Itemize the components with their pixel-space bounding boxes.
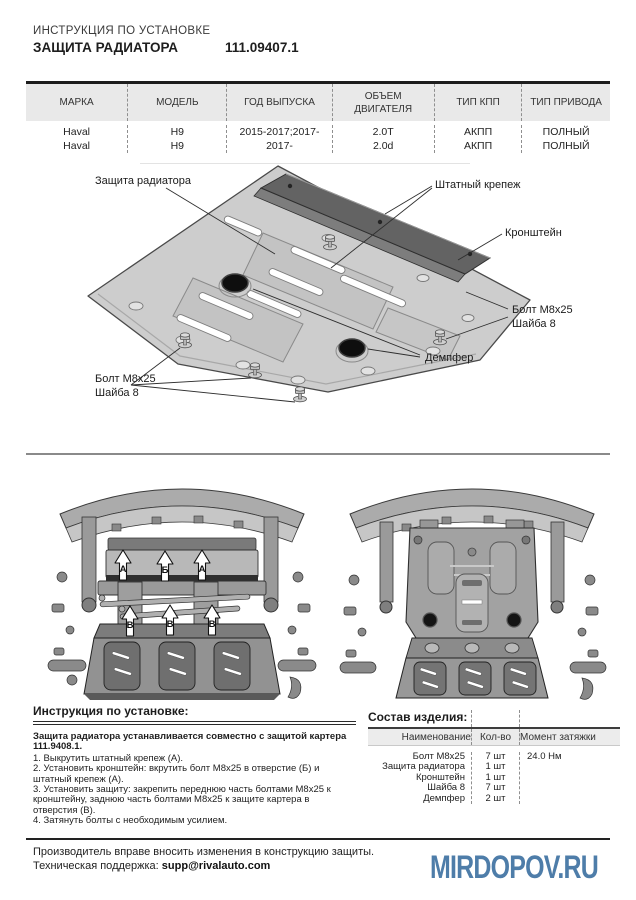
install-step: 1. Выкрутить штатный крепеж (А). [33, 752, 184, 764]
callout-v3: В [208, 619, 216, 630]
fitment-cell: 2017- [266, 140, 293, 152]
install-instructions [33, 704, 356, 827]
callout-a1: А [119, 564, 127, 575]
support-label: Техническая поддержка: [33, 859, 159, 872]
fitment-header-cell: ГОД ВЫПУСКА [227, 84, 332, 121]
parts-table-body [368, 746, 620, 808]
fitment-column [333, 125, 435, 153]
install-step: 2. Установить кронштейн: вкрутить болт М8х25 в отверстие (Б) и штатный крепеж (А). [33, 763, 320, 785]
fitment-cell: АКПП [463, 140, 493, 152]
fitment-column [435, 125, 523, 153]
fitment-column [128, 125, 227, 153]
install-steps [33, 754, 356, 827]
callout-v1: В [126, 620, 134, 631]
install-step: 4. Затянуть болты с необходимым усилием. [33, 815, 228, 827]
fitment-column [26, 125, 128, 153]
callout-a2: А [198, 564, 206, 575]
main-diagram [28, 158, 608, 452]
fitment-column [227, 125, 332, 153]
fitment-cell: ПОЛНЫЙ [542, 126, 590, 138]
parts-heading-spacer [520, 710, 620, 727]
parts-header-cell: Кол-во [472, 729, 520, 745]
fitment-header-cell: ТИП КПП [435, 84, 523, 121]
parts-header-cell: Момент затяжки [520, 732, 596, 743]
parts-table-header [368, 727, 620, 746]
fitment-cell: 2.0T [372, 126, 394, 138]
label-damper: Демпфер [425, 352, 474, 364]
install-heading: Инструкция по установке: [33, 704, 189, 718]
fitment-cell: 2015-2017;2017- [239, 126, 320, 138]
parts-table [368, 710, 620, 808]
doc-subtitle: ИНСТРУКЦИЯ ПО УСТАНОВКЕ [33, 25, 211, 37]
doc-title: ЗАЩИТА РАДИАТОРА [33, 40, 179, 55]
label-plate: Защита радиатора [95, 175, 191, 187]
fitment-header-cell: МОДЕЛЬ [128, 84, 227, 121]
callout-v2: В [166, 619, 174, 630]
fitment-header-cell: ТИП ПРИВОДА [530, 97, 602, 108]
callout-b: Б [161, 565, 169, 576]
label-bracket: Кронштейн [505, 227, 562, 239]
label-oem-fastener: Штатный крепеж [435, 179, 521, 191]
install-intro: Защита радиатора устанавливается совместно с защитой картера 111.9408.1. [33, 731, 347, 753]
fitment-cell: 2.0d [372, 140, 394, 152]
fitment-table-body [26, 121, 610, 159]
watermark: MIRDOPOV.RU [430, 849, 599, 885]
parts-heading-spacer [472, 710, 520, 727]
support-email: supp@rivalauto.com [161, 859, 271, 872]
parts-qty-column: 7 шт 1 шт 1 шт 7 шт 2 шт [472, 752, 520, 804]
fitment-header-cell: ОБЪЕМ ДВИГАТЕЛЯ [333, 84, 435, 121]
fitment-table-header [26, 84, 610, 121]
exploded-view-installation [42, 462, 322, 702]
exploded-view-assembled [332, 462, 612, 702]
section-divider [26, 453, 610, 455]
label-bolt-left: Болт М8х25 Шайба 8 [95, 373, 156, 399]
label-bolt-right: Болт М8х25 Шайба 8 [512, 304, 573, 330]
install-step: 3. Установить защиту: закрепить переднюю часть болтами М8х25 к кронштейну, заднюю часть болтами М8х25 к защите картера в отверстия (В). [33, 784, 331, 816]
footer-disclaimer: Производитель вправе вносить изменения в конструкцию защиты. [33, 846, 375, 858]
parts-name-column: Болт М8х25 Защита радиатора Кронштейн Шайба 8 Демпфер [368, 752, 472, 804]
parts-header-cell: Наименование [368, 729, 472, 745]
fitment-cell: H9 [170, 140, 185, 152]
fitment-header-cell: МАРКА [26, 84, 128, 121]
document-header [33, 25, 299, 55]
fitment-cell: Haval [63, 126, 91, 138]
fitment-cell: Haval [63, 140, 91, 152]
fitment-cell: АКПП [463, 126, 493, 138]
parts-heading: Состав изделия: [368, 710, 472, 727]
fitment-cell: ПОЛНЫЙ [542, 140, 590, 152]
fitment-cell: H9 [170, 126, 185, 138]
parts-torque-column: 24.0 Нм [527, 751, 562, 762]
fitment-column [522, 125, 610, 153]
part-number: 111.09407.1 [225, 40, 299, 55]
fitment-table [26, 81, 610, 159]
heading-rule [33, 721, 356, 725]
